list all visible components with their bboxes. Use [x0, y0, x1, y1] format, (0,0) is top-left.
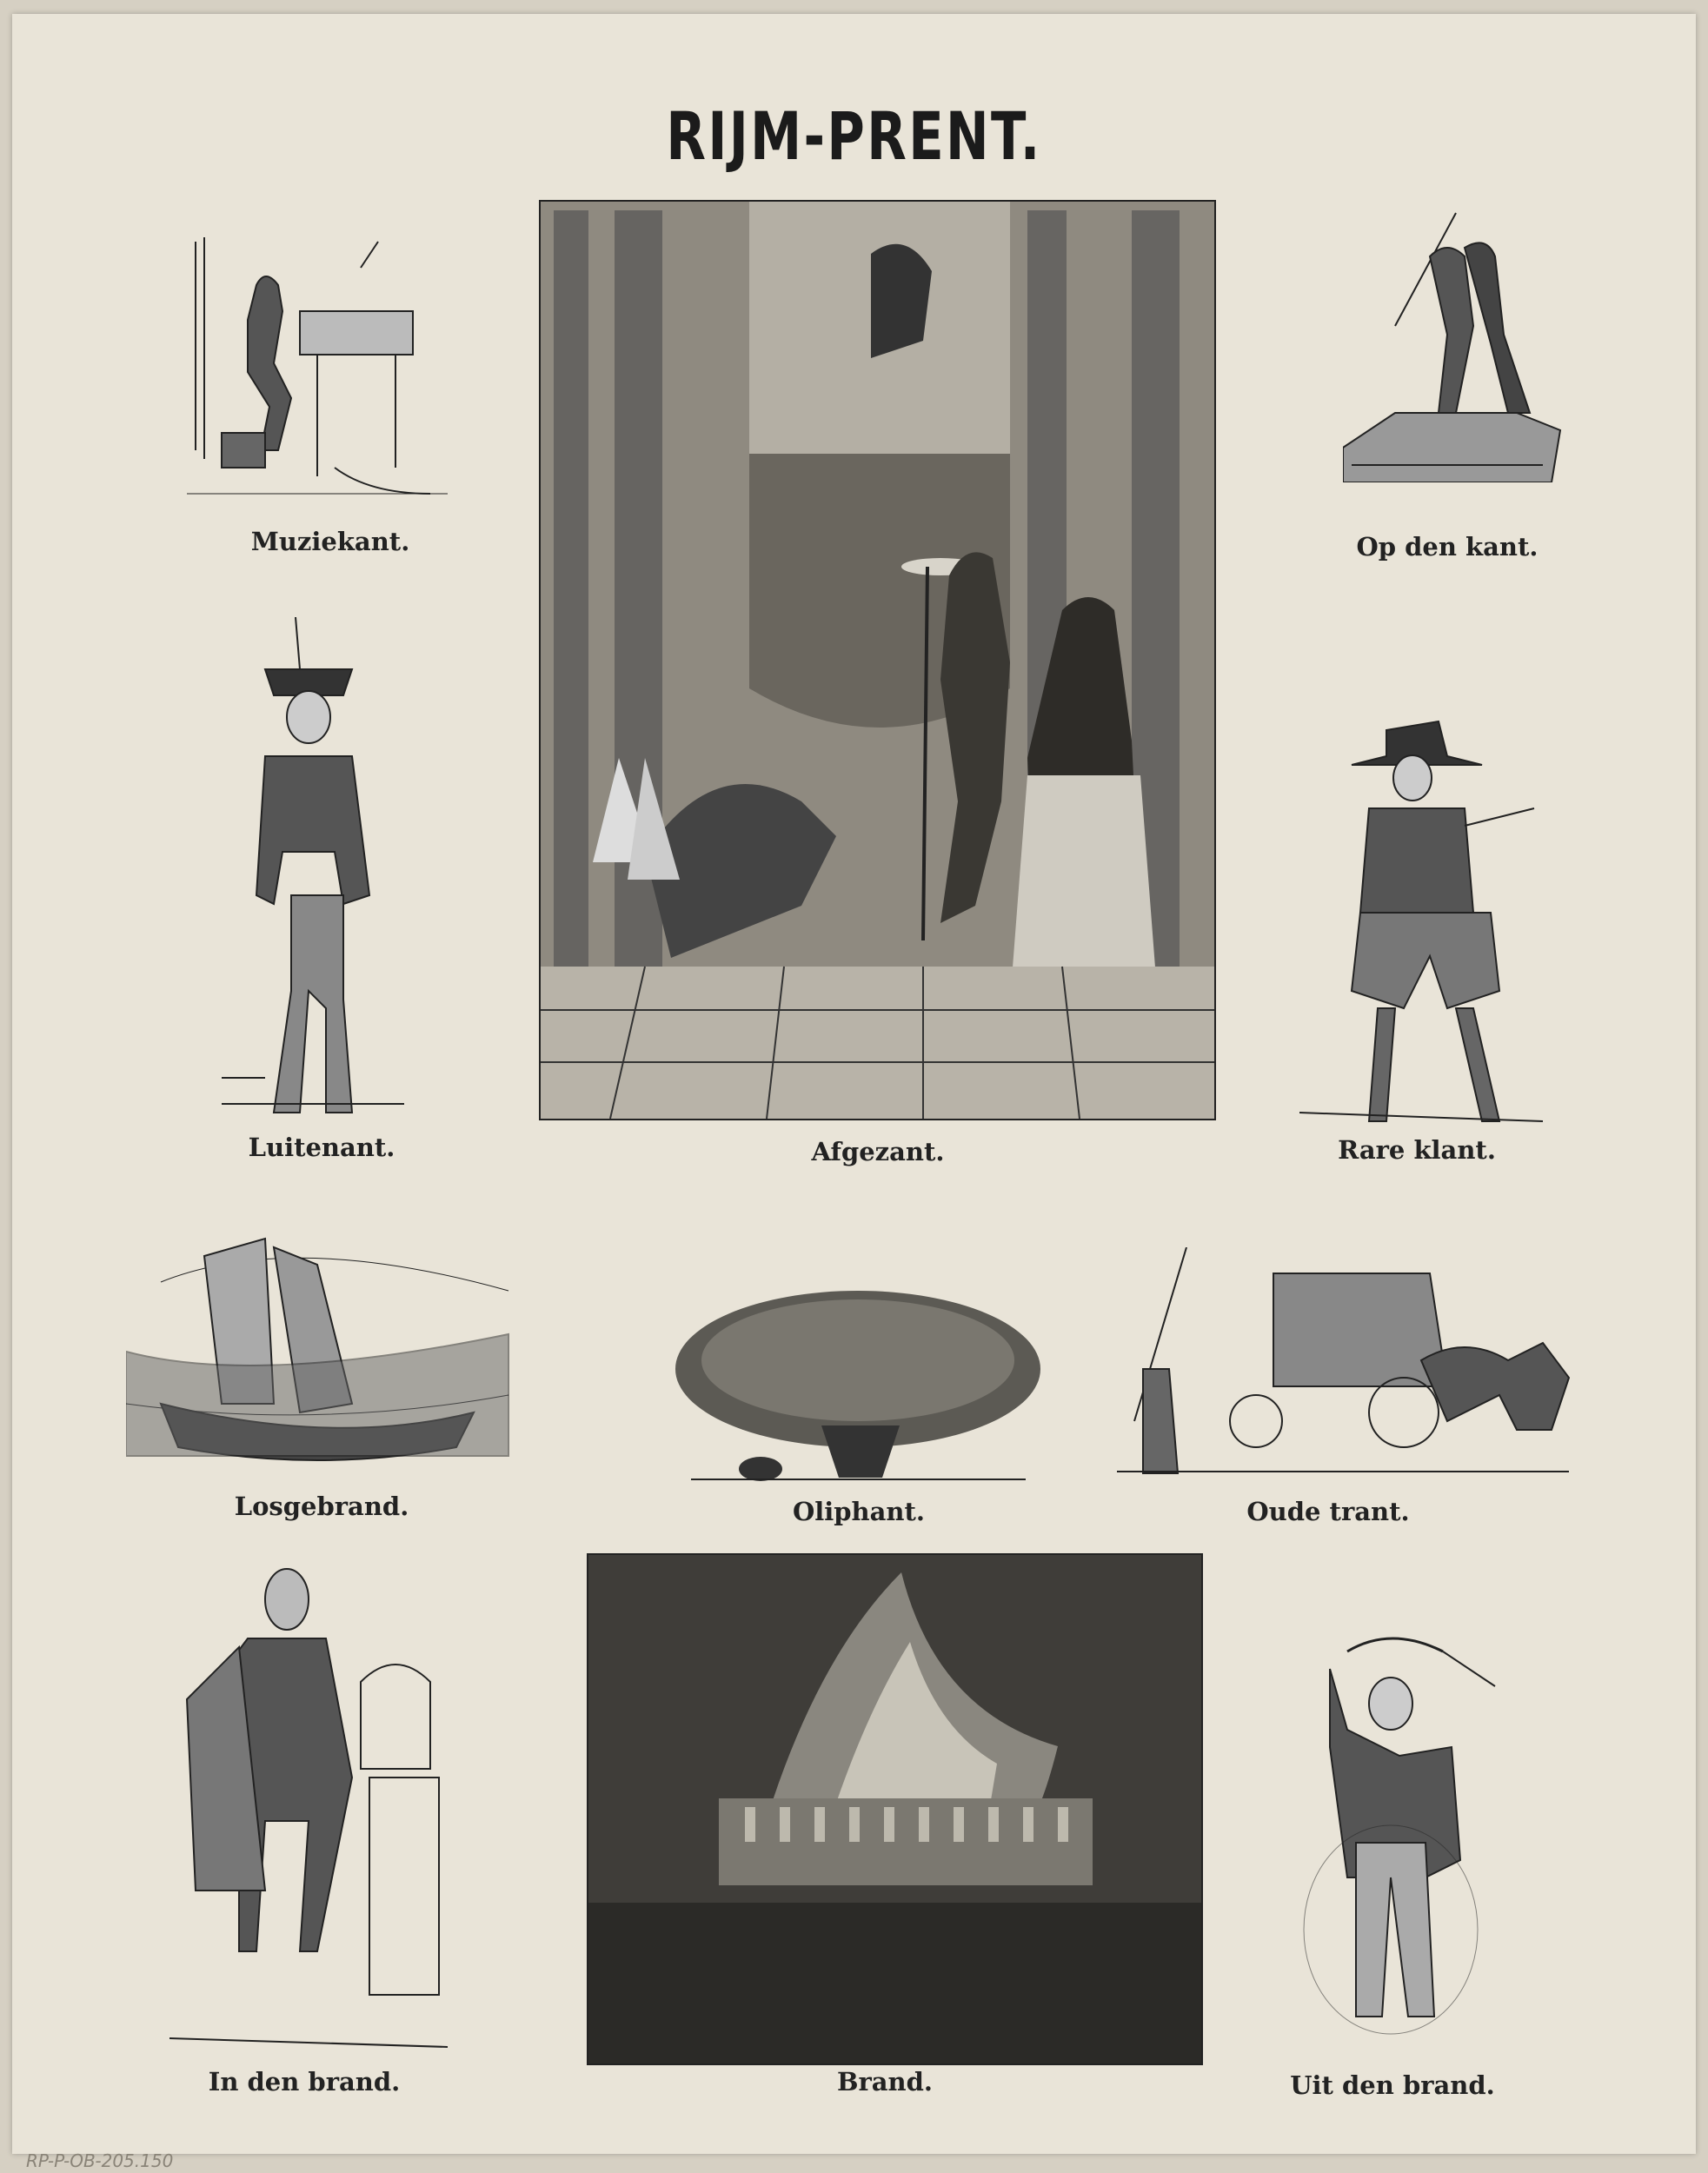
caption-afgezant: Afgezant.: [811, 1137, 945, 1166]
caption-uit-den-brand: Uit den brand.: [1290, 2070, 1495, 2100]
caption-op-den-kant: Op den kant.: [1356, 532, 1539, 562]
caption-luitenant: Luitenant.: [248, 1133, 395, 1162]
losgebrand-illustration: [126, 1195, 517, 1482]
caption-oliphant: Oliphant.: [792, 1497, 926, 1526]
caption-muziekant: Muziekant.: [250, 527, 410, 556]
in-den-brand-illustration: [169, 1560, 456, 2056]
luitenant-illustration: [204, 617, 413, 1126]
caption-oude-trant: Oude trant.: [1246, 1497, 1410, 1526]
afgezant-illustration: [539, 200, 1216, 1120]
oude-trant-illustration: [1117, 1247, 1578, 1482]
rare-klant-illustration: [1299, 695, 1552, 1130]
muziekant-illustration: [187, 233, 461, 524]
caption-rare-klant: Rare klant.: [1338, 1135, 1496, 1165]
inventory-mark: RP-P-OB-205.150: [26, 2150, 174, 2171]
op-den-kant-illustration: [1343, 204, 1565, 482]
caption-in-den-brand: In den brand.: [208, 2067, 401, 2097]
caption-brand: Brand.: [836, 2067, 934, 2097]
brand-illustration: [587, 1553, 1203, 2065]
oliphant-illustration: [674, 1286, 1043, 1486]
uit-den-brand-illustration: [1295, 1634, 1504, 2060]
caption-losgebrand: Losgebrand.: [234, 1492, 409, 1521]
page-title: RIJM-PRENT.: [666, 97, 1042, 175]
